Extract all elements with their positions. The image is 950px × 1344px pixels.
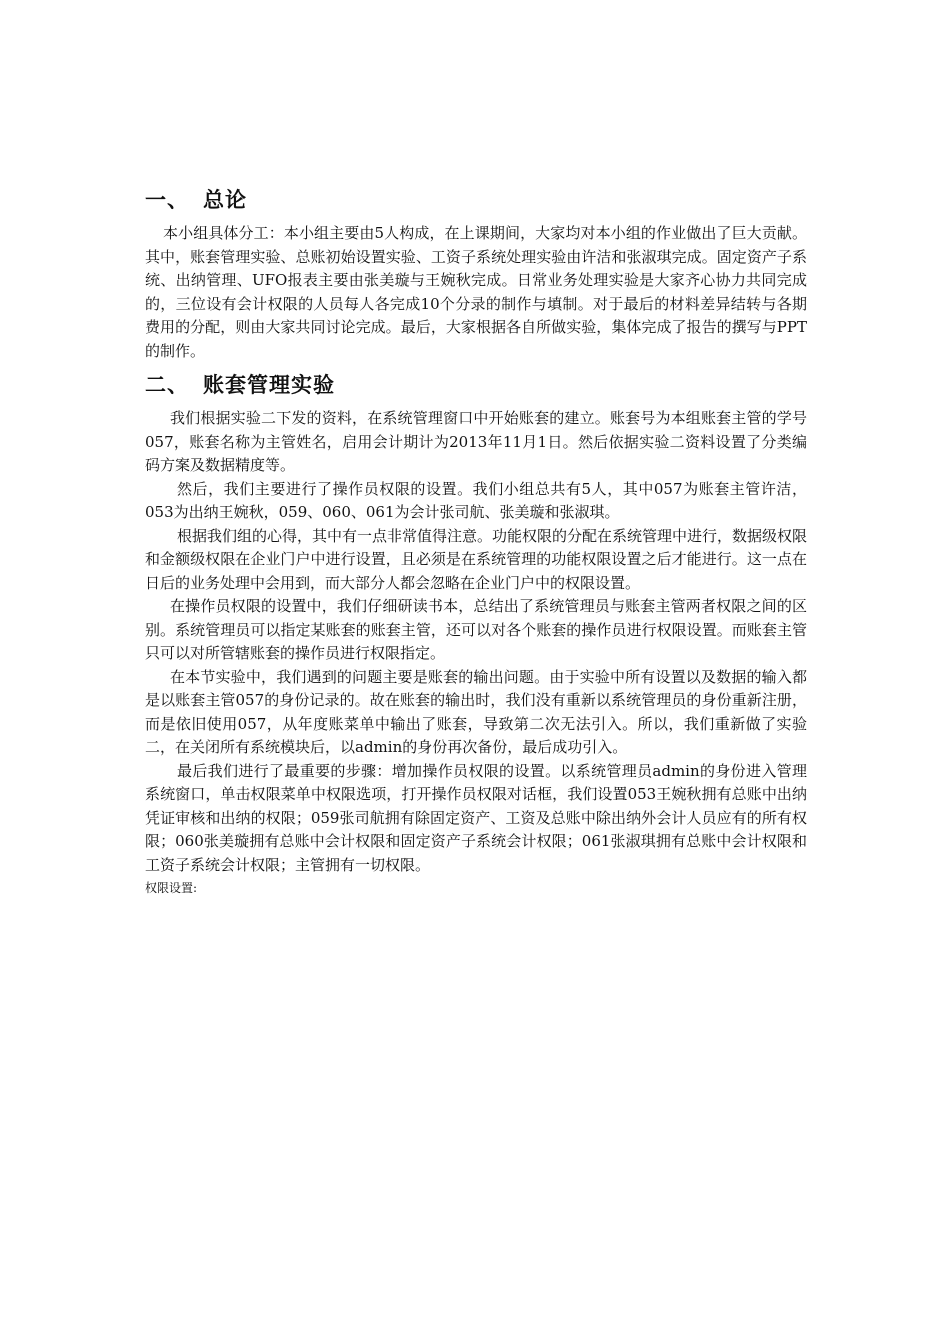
section-number: 二、 [145, 373, 189, 397]
section-title: 总论 [203, 188, 247, 212]
section-heading-account-set [145, 367, 807, 403]
paragraph-account-creation: 我们根据实验二下发的资料，在系统管理窗口中开始账套的建立。账套号为本组账套主管的学号057，账套名称为主管姓名，启用会计期计为2013年11月1日。然后依据实验二资料设置了分类编码方案及数据精度等。 [145, 409, 807, 474]
paragraph-permission-note: 根据我们组的心得，其中有一点非常值得注意。功能权限的分配在系统管理中进行，数据级权限和金额级权限在企业门户中进行设置，且必须是在系统管理的功能权限设置之后才能进行。这一点在日后的业务处理中会用到，而大部分人都会忽略在企业门户中的权限设置。 [145, 526, 808, 592]
paragraph-final-step: 最后我们进行了最重要的步骤：增加操作员权限的设置。以系统管理员admin的身份进入管理系统窗口，单击权限菜单中权限选项，打开操作员权限对话框，我们设置053王婉秋拥有总账中出纳凭证审核和出纳的权限；059张司航拥有除固定资产、工资及总账中除出纳外会计人员应有的所有权限；060张美璇拥有总账中会计权限和固定资产子系统会计权限；061张淑琪拥有总账中会计权限和工资子系统会计权限；主管拥有一切权限。 [145, 761, 807, 874]
paragraph-division-of-work: 本小组具体分工：本小组主要由5人构成，在上课期间，大家均对本小组的作业做出了巨大贡献。其中，账套管理实验、总账初始设置实验、工资子系统处理实验由许洁和张淑琪完成。固定资产子系统、出纳管理、UFO报表主要由张美璇与王婉秋完成。日常业务处理实验是大家齐心协力共同完成的，三位设有会计权限的人员每人各完成10个分录的制作与填制。对于最后的材料差异结转与各期费用的分配，则由大家共同讨论完成。最后，大家根据各自所做实验，集体完成了报告的撰写与PPT的制作。 [145, 224, 807, 360]
document-page [145, 182, 807, 899]
section-number: 一、 [145, 188, 189, 212]
paragraph-output-problem: 在本节实验中，我们遇到的问题主要是账套的输出问题。由于实验中所有设置以及数据的输入都是以账套主管057的身份记录的。故在账套的输出时，我们没有重新以系统管理员的身份重新注册，而是依旧使用057，从年度账菜单中输出了账套，导致第二次无法引入。所以，我们重新做了实验二，在关闭所有系统模块后，以admin的身份再次备份，最后成功引入。 [145, 667, 807, 756]
paragraph-permission-difference: 在操作员权限的设置中，我们仔细研读书本，总结出了系统管理员与账套主管两者权限之间的区别。系统管理员可以指定某账套的账套主管，还可以对各个账套的操作员进行权限设置。而账套主管只可以对所管辖账套的操作员进行权限指定。 [145, 597, 807, 662]
section-heading-overview [145, 182, 807, 218]
permission-settings-label: 权限设置: [145, 881, 198, 895]
section-title: 账套管理实验 [203, 373, 335, 397]
paragraph-operator-setup: 然后，我们主要进行了操作员权限的设置。我们小组总共有5人，其中057为账套主管许洁，053为出纳王婉秋，059、060、061为会计张司航、张美璇和张淑琪。 [145, 479, 807, 521]
